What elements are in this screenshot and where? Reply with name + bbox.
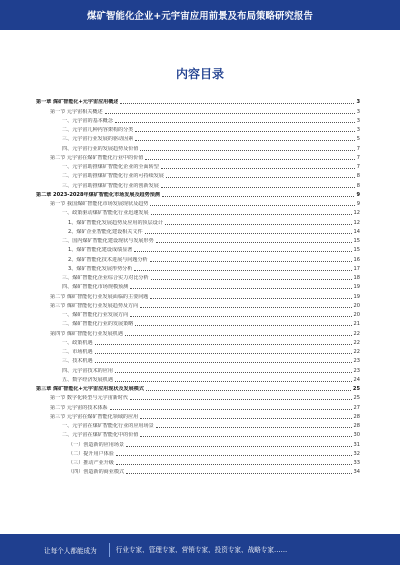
toc-entry-page: 18	[353, 275, 360, 281]
toc-leader-dots	[120, 103, 354, 104]
toc-entry-label: 四、元宇宙技术的应用	[62, 367, 113, 374]
toc-entry[interactable]	[36, 198, 360, 207]
toc-entry-label: 第一节 我国煤矿智能化市场发展现状及趋势	[50, 201, 149, 207]
toc-entry-page: 23	[353, 358, 360, 365]
footer-expert-list: 行业专家、管理专家、营销专家、投资专家、战略专家……	[109, 543, 293, 557]
footer-slogan: 让每个人都能成为	[44, 546, 97, 555]
toc-entry[interactable]	[36, 142, 360, 151]
toc-leader-dots	[150, 205, 354, 206]
toc-leader-dots	[150, 261, 352, 262]
toc-entry[interactable]	[36, 170, 360, 179]
toc-leader-dots	[135, 140, 354, 141]
toc-entry-page: 7	[356, 164, 360, 170]
toc-leader-dots	[166, 177, 355, 178]
toc-entry-page: 7	[356, 154, 360, 161]
toc-entry-label: 一、政策驱动煤矿智能化行业迅速发展	[62, 210, 149, 217]
toc-entry-page: 5	[356, 136, 360, 143]
toc-entry-label: 2、煤矿企业智能化建设相关文件	[68, 228, 143, 235]
toc-entry-page: 28	[353, 413, 360, 420]
toc-entry-label: 第三节 元宇宙在煤矿智能化领域的应用	[50, 413, 139, 420]
toc-entry-page: 9	[356, 201, 360, 207]
toc-entry-label: 四、元宇宙行业的发展趋势及价值	[62, 145, 139, 152]
toc-entry-page: 30	[353, 432, 360, 439]
toc-entry[interactable]	[36, 152, 360, 161]
toc-entry[interactable]	[36, 290, 360, 299]
toc-entry-page: 3	[356, 108, 360, 115]
toc-entry-label: 第一节 元宇宙相关概述	[50, 108, 103, 115]
toc-entry[interactable]	[36, 383, 360, 392]
toc-entry[interactable]	[36, 429, 360, 438]
toc-leader-dots	[162, 196, 355, 197]
toc-entry[interactable]	[36, 179, 360, 188]
toc-entry[interactable]	[36, 411, 360, 420]
toc-entry-page: 17	[353, 265, 360, 272]
toc-entry-label: 一、政策机遇	[62, 339, 93, 346]
toc-entry-label: 三、煤矿智能化企业综合实力对比分析	[62, 275, 149, 281]
toc-entry-label: 第一章 煤矿智能化+元宇宙应用概述	[36, 99, 119, 106]
toc-leader-dots	[95, 353, 352, 354]
toc-entry-page: 19	[353, 284, 360, 291]
toc-entry[interactable]	[36, 105, 360, 114]
toc-leader-dots	[145, 159, 354, 160]
toc-entry[interactable]	[36, 96, 360, 105]
header-bar	[0, 0, 400, 30]
toc-entry[interactable]	[36, 364, 360, 373]
toc-entry[interactable]	[36, 309, 360, 318]
toc-leader-dots	[145, 233, 352, 234]
toc-leader-dots	[161, 168, 355, 169]
toc-leader-dots	[130, 399, 351, 400]
toc-leader-dots	[135, 131, 354, 132]
toc-leader-dots	[134, 270, 351, 271]
toc-entry-page: 31	[353, 441, 360, 448]
toc-entry-page: 3	[356, 127, 360, 133]
toc-entry-page: 33	[353, 460, 360, 466]
toc-entry-page: 8	[356, 182, 360, 189]
toc-entry-page: 15	[353, 238, 360, 244]
toc-entry[interactable]	[36, 355, 360, 364]
toc-entry-label: 二、国内煤矿智能化建设现状与发展形势	[62, 238, 154, 244]
toc-entry[interactable]	[36, 124, 360, 133]
toc-leader-dots	[115, 381, 352, 382]
toc-entry[interactable]	[36, 337, 360, 346]
toc-entry-label: 五、数字经济发展机遇	[62, 376, 113, 383]
toc-entry-page: 27	[353, 404, 360, 411]
toc-entry-label: 三、元宇宙助推煤矿智能化行业的创新发展	[62, 182, 159, 189]
toc-entry[interactable]	[36, 448, 360, 457]
toc-entry-page: 15	[353, 247, 360, 254]
toc-entry-page: 24	[353, 376, 360, 383]
toc-leader-dots	[95, 344, 352, 345]
toc-entry-label: 第四节 煤矿智能化行业发展机遇	[50, 330, 123, 337]
toc-entry[interactable]	[36, 115, 360, 124]
toc-entry[interactable]	[36, 226, 360, 235]
toc-entry-label: 3、煤矿智能化发展形势分析	[68, 265, 133, 272]
toc-entry-label: 四、煤矿智能化市场规模预测	[62, 284, 129, 291]
toc-entry-label: 1、煤矿智能化发展趋势及应用的顶层设计	[68, 219, 163, 226]
toc-entry-page: 32	[353, 450, 360, 457]
table-of-contents	[36, 96, 360, 475]
toc-entry-label: 第二节 元宇宙在煤矿智能化行业中的价值	[50, 154, 144, 161]
toc-entry[interactable]	[36, 161, 360, 170]
toc-entry[interactable]	[36, 346, 360, 355]
toc-leader-dots	[95, 362, 352, 363]
toc-entry-page: 22	[353, 339, 360, 346]
toc-entry-page: 9	[356, 191, 360, 198]
toc-entry-label: 第三章 煤矿智能化+元宇宙应用现状及发展模式	[36, 386, 144, 392]
toc-entry[interactable]	[36, 392, 360, 401]
toc-entry-page: 25	[352, 386, 360, 392]
toc-leader-dots	[116, 455, 352, 456]
toc-entry-label: 2、煤矿智能化技术进展与问题分析	[68, 256, 148, 263]
toc-entry-page: 12	[353, 210, 360, 217]
toc-entry-page: 3	[356, 117, 360, 124]
toc-entry-page: 25	[353, 395, 360, 402]
toc-leader-dots	[110, 409, 352, 410]
toc-entry[interactable]	[36, 300, 360, 309]
toc-entry[interactable]	[36, 216, 360, 225]
toc-leader-dots	[156, 242, 352, 243]
toc-leader-dots	[115, 122, 355, 123]
toc-entry-label: 一、元宇宙在煤矿智能化行业的应用场景	[62, 423, 154, 429]
toc-entry-page: 20	[353, 312, 360, 318]
toc-entry-page: 3	[356, 99, 360, 106]
toc-leader-dots	[126, 446, 351, 447]
toc-entry-label: 第二节 元宇宙的技术体系	[50, 404, 108, 411]
toc-entry-label: （二）提升用户体验	[68, 450, 114, 457]
toc-leader-dots	[140, 418, 351, 419]
toc-leader-dots	[135, 325, 351, 326]
toc-leader-dots	[140, 307, 351, 308]
toc-entry-label: 一、元宇宙的基本概念	[62, 117, 113, 124]
toc-leader-dots	[146, 390, 351, 391]
toc-entry-page: 21	[353, 321, 360, 328]
toc-leader-dots	[126, 473, 351, 474]
toc-entry-page: 22	[353, 330, 360, 337]
toc-entry-page: 14	[353, 228, 360, 235]
toc-entry-label: （三）推动产业升级	[68, 460, 114, 466]
toc-entry[interactable]	[36, 244, 360, 253]
toc-entry-label: 二、元宇宙在煤矿智能化中的价值	[62, 432, 139, 439]
toc-leader-dots	[130, 288, 351, 289]
toc-leader-dots	[134, 251, 351, 252]
toc-entry[interactable]	[36, 327, 360, 336]
toc-entry[interactable]	[36, 466, 360, 475]
toc-entry-label: 1、煤矿智能化建设成绩显著	[68, 247, 133, 254]
toc-leader-dots	[125, 335, 352, 336]
toc-leader-dots	[150, 298, 351, 299]
toc-leader-dots	[156, 427, 352, 428]
toc-entry-label: 三、技术机遇	[62, 358, 93, 365]
toc-entry[interactable]	[36, 133, 360, 142]
report-title: 煤矿智能化企业+元宇宙应用前景及布局策略研究报告	[87, 11, 313, 22]
toc-entry-label: 二、煤矿智能化行业的发展策略	[62, 321, 134, 328]
toc-heading: 内容目录	[175, 67, 224, 81]
toc-leader-dots	[161, 187, 355, 188]
toc-leader-dots	[151, 279, 352, 280]
toc-entry[interactable]	[36, 253, 360, 262]
toc-leader-dots	[116, 464, 352, 465]
toc-entry-label: 第一节 数字化转型与元宇宙新时代	[50, 395, 129, 402]
toc-leader-dots	[130, 316, 351, 317]
toc-entry-page: 8	[356, 173, 360, 180]
toc-leader-dots	[140, 150, 354, 151]
toc-entry[interactable]	[36, 374, 360, 383]
toc-entry-label: （四）创造新的商业模式	[68, 469, 125, 476]
toc-entry-page: 23	[353, 367, 360, 374]
toc-entry[interactable]	[36, 318, 360, 327]
toc-entry-label: （一）创造新的应用场景	[68, 441, 125, 448]
toc-entry-label: 第三节 煤矿智能化行业发展趋势及方向	[50, 302, 139, 309]
toc-leader-dots	[115, 372, 352, 373]
toc-entry-page: 20	[353, 302, 360, 309]
toc-entry[interactable]	[36, 401, 360, 410]
toc-entry-page: 16	[353, 256, 360, 263]
toc-entry[interactable]	[36, 235, 360, 244]
toc-entry-page: 34	[353, 469, 360, 476]
toc-entry[interactable]	[36, 272, 360, 281]
toc-entry-label: 三、元宇宙行业发展的驱动因素	[62, 136, 134, 143]
toc-entry[interactable]	[36, 263, 360, 272]
toc-entry[interactable]	[36, 420, 360, 429]
toc-entry-page: 7	[356, 145, 360, 152]
toc-entry-label: 二、元宇宙几种内容架构的分类	[62, 127, 134, 133]
toc-entry-page: 19	[353, 293, 360, 300]
toc-entry[interactable]	[36, 281, 360, 290]
toc-leader-dots	[151, 214, 352, 215]
toc-leader-dots	[140, 436, 351, 437]
toc-entry-label: 第二章 2023-2028年煤矿智能化市场发展及趋势预测	[36, 191, 160, 198]
toc-entry-label: 一、煤矿智能化行业发展方向	[62, 312, 129, 318]
toc-entry-page: 12	[353, 219, 360, 226]
toc-entry-label: 二、元宇宙助推煤矿智能化行业的可持续发展	[62, 173, 164, 180]
toc-entry-label: 二、市场机遇	[62, 349, 93, 355]
toc-entry[interactable]	[36, 189, 360, 198]
toc-entry-page: 22	[353, 349, 360, 355]
toc-entry-label: 第二节 煤矿智能化行业发展面临的主要问题	[50, 293, 149, 300]
toc-leader-dots	[165, 224, 352, 225]
toc-entry[interactable]	[36, 457, 360, 466]
toc-entry-page: 28	[353, 423, 360, 429]
toc-leader-dots	[105, 113, 355, 114]
toc-entry[interactable]	[36, 207, 360, 216]
footer-bar	[0, 534, 400, 565]
toc-entry[interactable]	[36, 438, 360, 447]
toc-entry-label: 一、元宇宙助推煤矿智能化企业的全面转型	[62, 164, 159, 170]
